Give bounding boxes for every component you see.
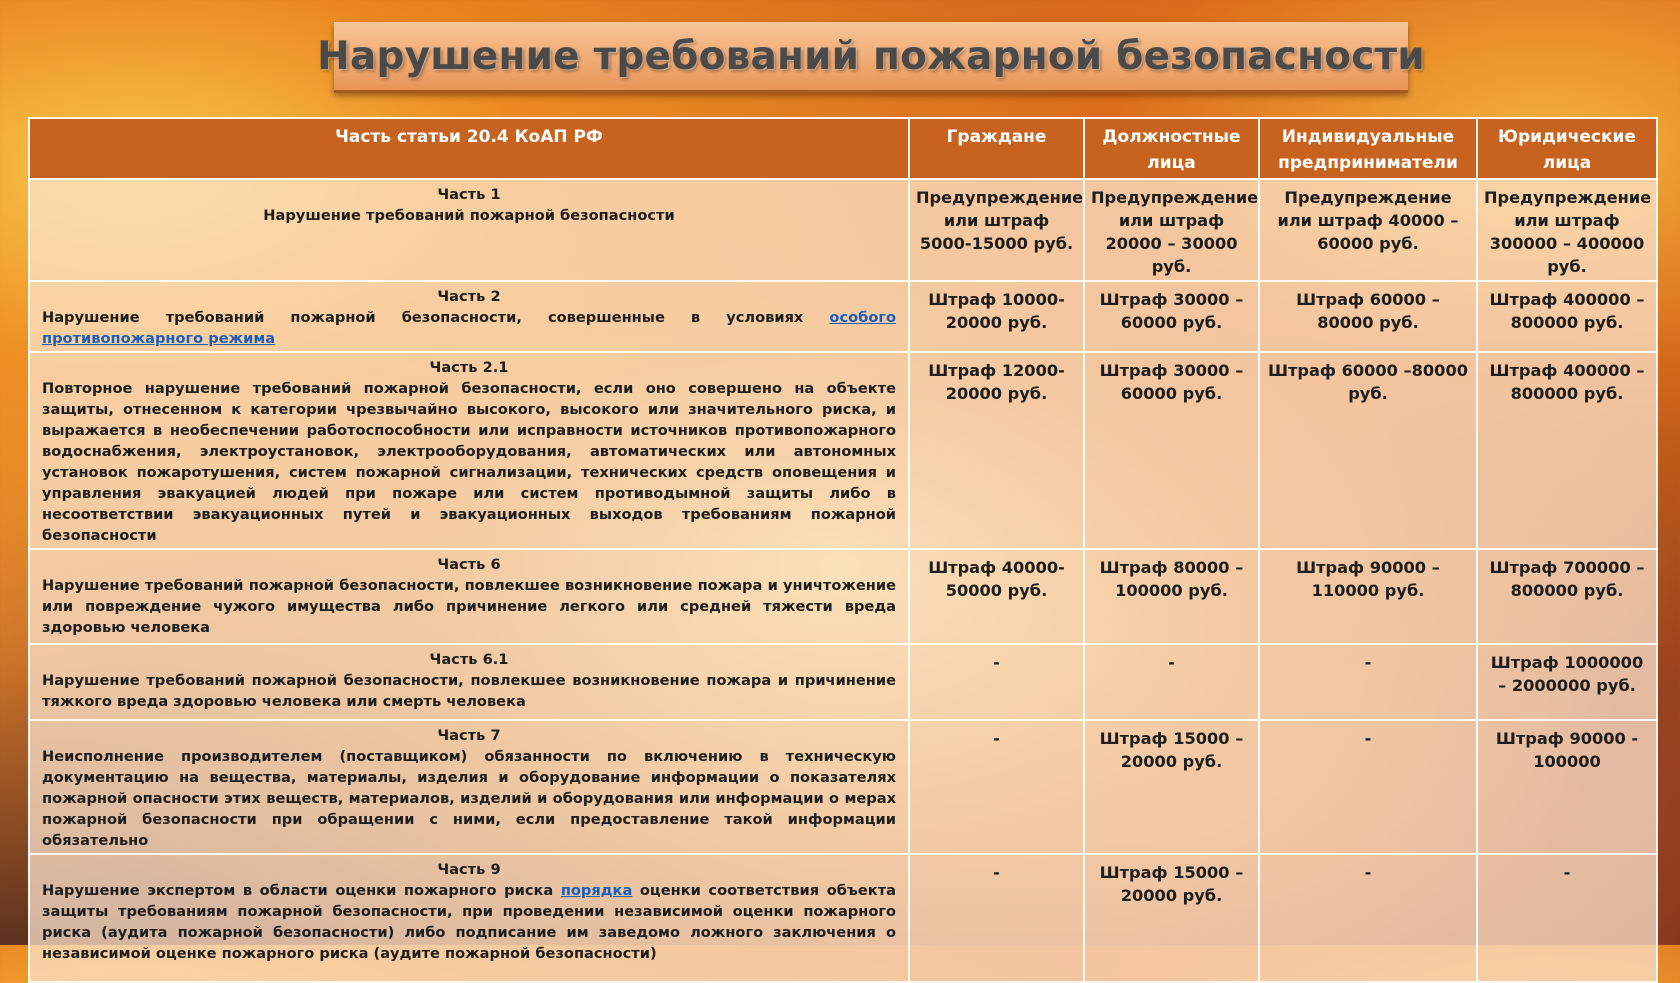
legal-entities-penalty: Штраф 1000000 – 2000000 руб. xyxy=(1477,644,1657,720)
officials-penalty: Штраф 15000 – 20000 руб. xyxy=(1084,720,1259,854)
entrepreneurs-penalty: Штраф 90000 – 110000 руб. xyxy=(1259,549,1477,644)
header-officials: Должностные лица xyxy=(1084,118,1259,179)
citizens-penalty: Штраф 12000-20000 руб. xyxy=(909,352,1084,549)
officials-penalty: Предупреждение или штраф 20000 – 30000 руб. xyxy=(1084,179,1259,281)
violation-text xyxy=(42,378,896,546)
citizens-penalty: - xyxy=(909,854,1084,982)
fines-table xyxy=(28,117,1658,983)
officials-penalty: Штраф 30000 – 60000 руб. xyxy=(1084,281,1259,352)
violation-text-continued: оценки соответствия объекта защиты требованиям пожарной безопасности, при проведении независимой оценки пожарного риска (аудита пожарной безопасности) либо подписание им заведомо ложного заключения о независимой оценке пожарного риска (аудите пожарной безопасности) xyxy=(42,882,896,962)
table-row xyxy=(29,854,1657,982)
table-header-row xyxy=(29,118,1657,179)
officials-penalty: Штраф 80000 – 100000 руб. xyxy=(1084,549,1259,644)
title-banner xyxy=(317,22,1425,93)
procedure-link[interactable]: порядка xyxy=(560,882,633,899)
part-number: Часть 1 xyxy=(437,186,501,203)
article-description-cell xyxy=(29,549,909,644)
table-row xyxy=(29,549,1657,644)
officials-penalty: - xyxy=(1084,644,1259,720)
part-number: Часть 6 xyxy=(437,556,501,573)
table-row xyxy=(29,352,1657,549)
article-description-cell xyxy=(29,644,909,720)
article-description-cell xyxy=(29,352,909,549)
violation-text-main: Нарушение требований пожарной безопасности, повлекшее возникновение пожара и причинение тяжкого вреда здоровью человека или смерть человека xyxy=(42,672,896,710)
legal-entities-penalty: - xyxy=(1477,854,1657,982)
part-number: Часть 7 xyxy=(437,727,501,744)
violation-text-main: Повторное нарушение требований пожарной безопасности, если оно совершено на объекте защиты, отнесенном к категории чрезвычайно высокого, высокого или значительного риска, и выражается в необеспечении работоспособности или исправности источников противопожарного водоснабжения, электроустановок, электрооборудования, автоматических или автономных установок пожаротушения, систем пожарной сигнализации, технических средств оповещения и управления эвакуацией людей при пожаре или систем противодымной защиты либо в несоответствии эвакуационных путей и эвакуационных выходов требованиям пожарной безопасности xyxy=(42,380,896,544)
violation-text xyxy=(42,575,896,638)
legal-entities-penalty: Штраф 400000 – 800000 руб. xyxy=(1477,281,1657,352)
officials-penalty: Штраф 15000 – 20000 руб. xyxy=(1084,854,1259,982)
citizens-penalty: Предупреждение или штраф 5000-15000 руб. xyxy=(909,179,1084,281)
article-description-cell xyxy=(29,179,909,281)
violation-text-main: Неисполнение производителем (поставщиком) обязанности по включению в техническую документацию на вещества, материалы, изделия и оборудование информации о показателях пожарной опасности этих веществ, материалов, изделий и оборудования или информации о мерах пожарной безопасности при обращении с ними, если предоставление такой информации обязательно xyxy=(42,748,896,849)
header-article-part: Часть статьи 20.4 КоАП РФ xyxy=(29,118,909,179)
entrepreneurs-penalty: - xyxy=(1259,720,1477,854)
violation-text-main: Нарушение экспертом в области оценки пожарного риска xyxy=(42,882,561,899)
citizens-penalty: - xyxy=(909,720,1084,854)
officials-penalty: Штраф 30000 – 60000 руб. xyxy=(1084,352,1259,549)
table-row xyxy=(29,281,1657,352)
violation-text xyxy=(42,670,896,712)
article-description-cell xyxy=(29,281,909,352)
part-number: Часть 6.1 xyxy=(429,651,509,668)
violation-text xyxy=(42,880,896,964)
violation-text xyxy=(42,307,896,349)
special-fire-regime-link[interactable]: особого противопожарного режима xyxy=(42,309,896,347)
part-number: Часть 2 xyxy=(437,288,501,305)
table-row xyxy=(29,179,1657,281)
citizens-penalty: Штраф 10000-20000 руб. xyxy=(909,281,1084,352)
part-number: Часть 2.1 xyxy=(429,359,509,376)
entrepreneurs-penalty: - xyxy=(1259,644,1477,720)
citizens-penalty: Штраф 40000-50000 руб. xyxy=(909,549,1084,644)
violation-text xyxy=(42,746,896,851)
article-description-cell xyxy=(29,854,909,982)
header-entrepreneurs: Индивидуальные предприниматели xyxy=(1259,118,1477,179)
violation-text xyxy=(42,205,896,226)
violation-text-main: Нарушение требований пожарной безопасности, совершенные в условиях xyxy=(42,309,830,326)
legal-entities-penalty: Штраф 400000 – 800000 руб. xyxy=(1477,352,1657,549)
legal-entities-penalty: Штраф 90000 - 100000 xyxy=(1477,720,1657,854)
violation-text-main: Нарушение требований пожарной безопасности xyxy=(263,207,675,224)
header-legal-entities: Юридические лица xyxy=(1477,118,1657,179)
entrepreneurs-penalty: - xyxy=(1259,854,1477,982)
header-citizens: Граждане xyxy=(909,118,1084,179)
article-description-cell xyxy=(29,720,909,854)
citizens-penalty: - xyxy=(909,644,1084,720)
legal-entities-penalty: Предупреждение или штраф 300000 – 400000 руб. xyxy=(1477,179,1657,281)
part-number: Часть 9 xyxy=(437,861,501,878)
entrepreneurs-penalty: Штраф 60000 – 80000 руб. xyxy=(1259,281,1477,352)
entrepreneurs-penalty: Предупреждение или штраф 40000 – 60000 руб. xyxy=(1259,179,1477,281)
table-row xyxy=(29,644,1657,720)
entrepreneurs-penalty: Штраф 60000 –80000 руб. xyxy=(1259,352,1477,549)
page-title: Нарушение требований пожарной безопасности xyxy=(317,33,1425,79)
table-row xyxy=(29,720,1657,854)
legal-entities-penalty: Штраф 700000 – 800000 руб. xyxy=(1477,549,1657,644)
violation-text-main: Нарушение требований пожарной безопасности, повлекшее возникновение пожара и уничтожение или повреждение чужого имущества либо причинение легкого или средней тяжести вреда здоровью человека xyxy=(42,577,896,636)
